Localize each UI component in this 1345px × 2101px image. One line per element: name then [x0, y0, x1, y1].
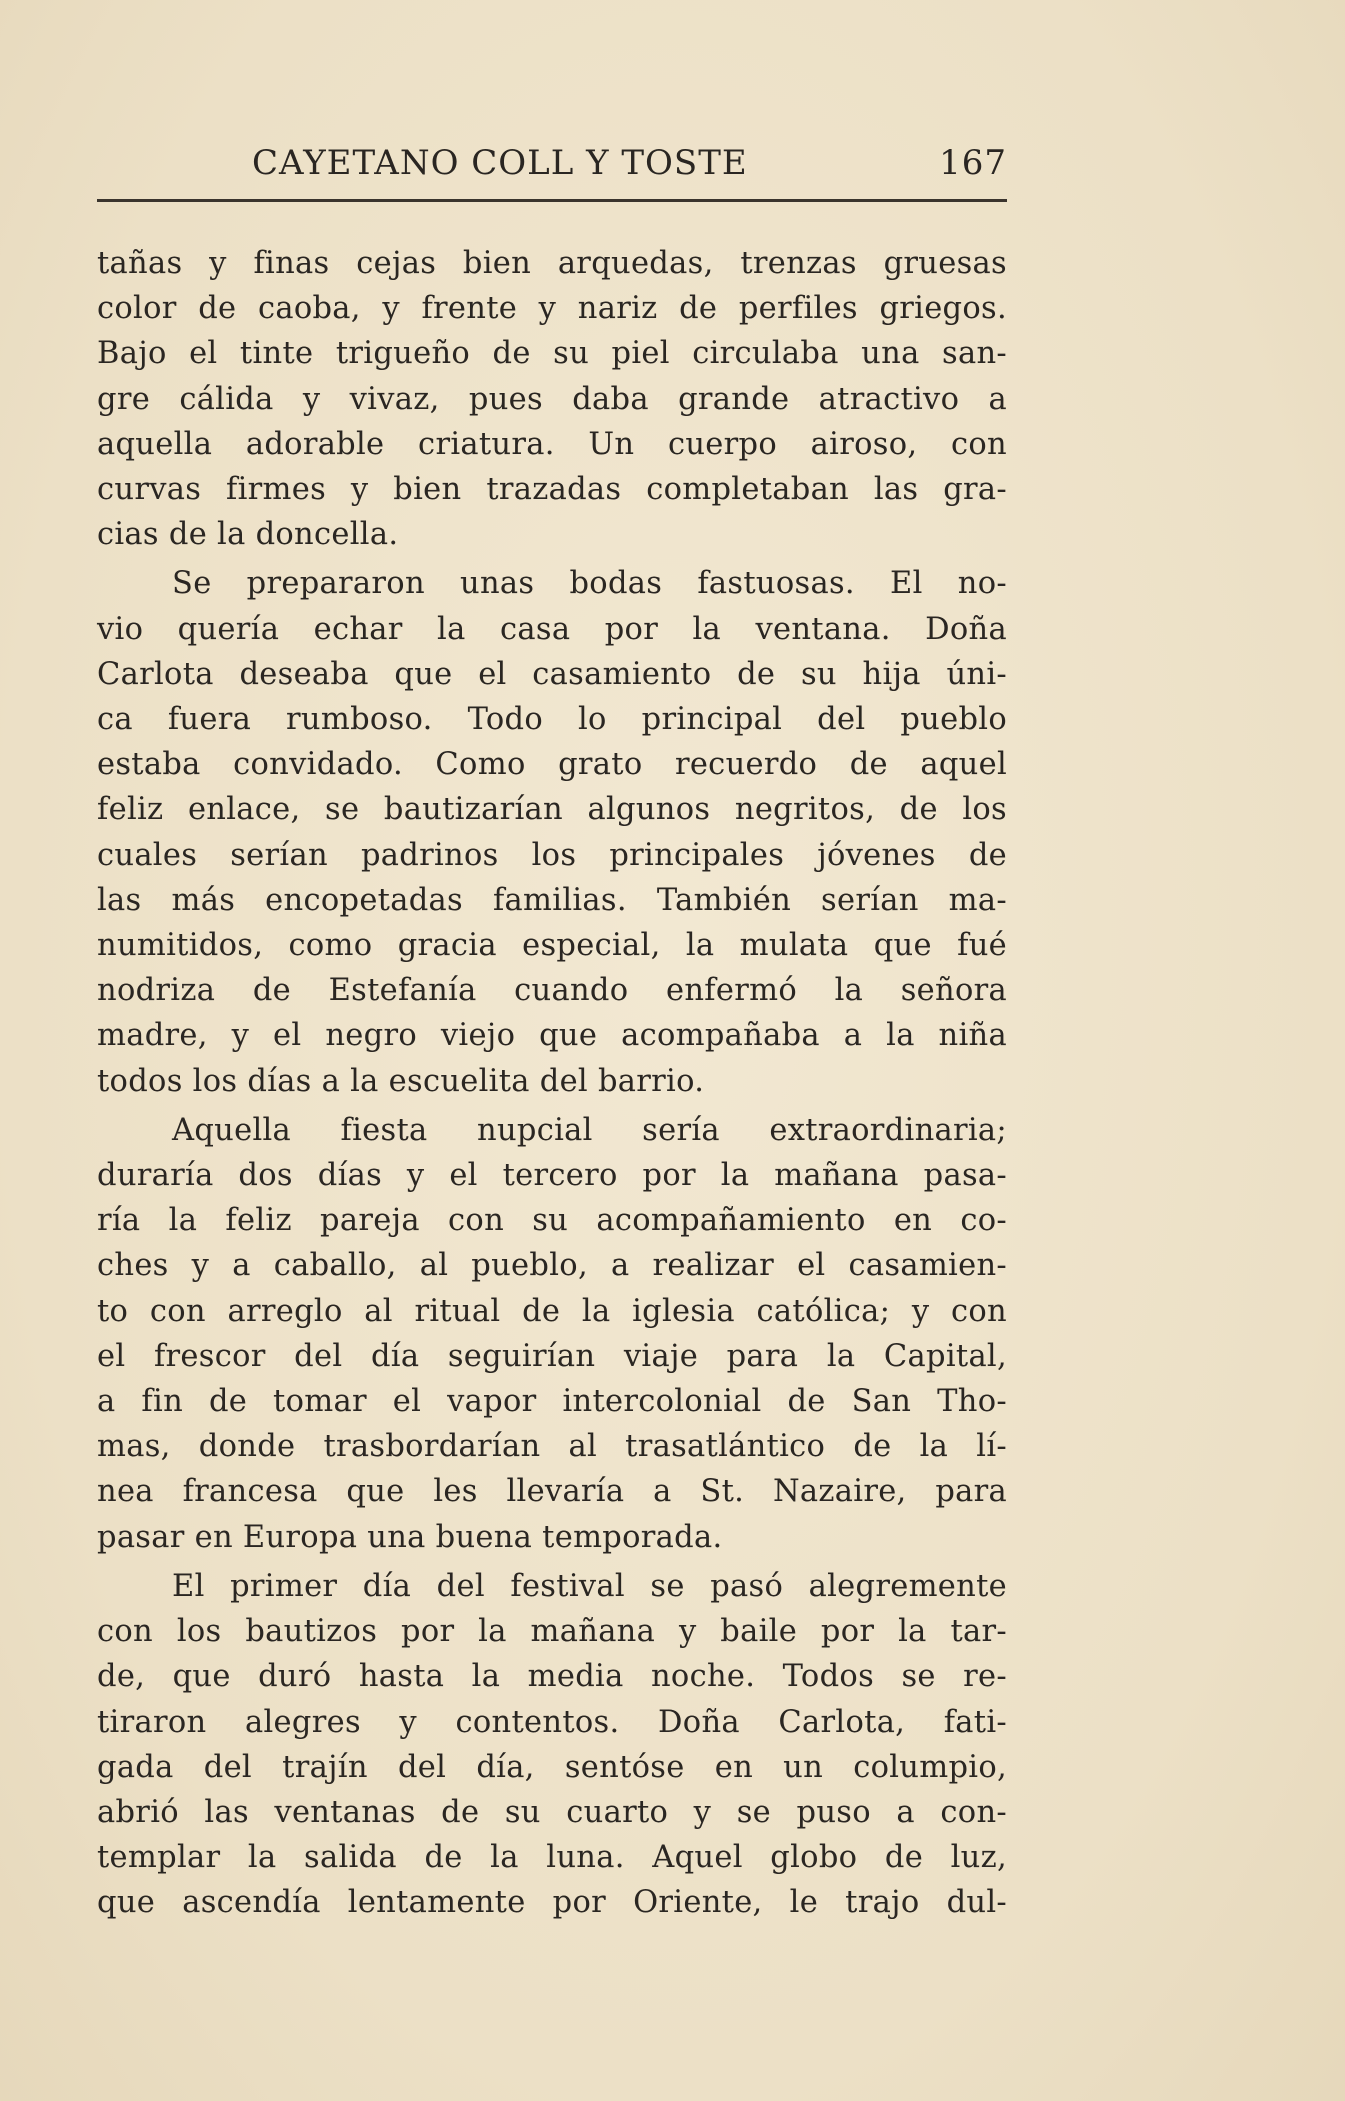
text-line: aquella adorable criatura. Un cuerpo airoso, con: [97, 426, 1007, 462]
text-line: ches y a caballo, al pueblo, a realizar el casamien-: [97, 1248, 1007, 1284]
text-line: Aquella fiesta nupcial sería extraordinaria;: [172, 1112, 1007, 1148]
body-text: [97, 241, 1007, 1926]
text-line: feliz enlace, se bautizarían algunos negritos, de los: [97, 792, 1007, 828]
text-line: cias de la doncella.: [97, 517, 399, 553]
text-line: nea francesa que les llevaría a St. Nazaire, para: [97, 1474, 1007, 1510]
text-line: Se prepararon unas bodas fastuosas. El no-: [172, 566, 1007, 602]
text-line: ca fuera rumboso. Todo lo principal del pueblo: [97, 702, 1007, 738]
text-line: las más encopetadas familias. También serían ma-: [97, 882, 1007, 918]
text-line: todos los días a la escuelita del barrio.: [97, 1063, 705, 1099]
text-line: a fin de tomar el vapor intercolonial de San Tho-: [97, 1384, 1007, 1420]
text-line: duraría dos días y el tercero por la mañana pasa-: [97, 1158, 1007, 1194]
paragraph: [97, 1564, 1007, 1926]
text-line: gre cálida y vivaz, pues daba grande atractivo a: [97, 381, 1007, 417]
text-line: curvas firmes y bien trazadas completaban las gra-: [97, 472, 1007, 508]
text-line: madre, y el negro viejo que acompañaba a la niña: [97, 1018, 1007, 1054]
text-line: estaba convidado. Como grato recuerdo de aquel: [97, 747, 1007, 783]
text-line: mas, donde trasbordarían al trasatlántico de la lí-: [97, 1429, 1007, 1465]
paragraph: [97, 561, 1007, 1103]
text-line: gada del trajín del día, sentóse en un columpio,: [97, 1749, 1007, 1785]
text-line: tiraron alegres y contentos. Doña Carlota, fati-: [97, 1704, 1007, 1740]
text-line: nodriza de Estefanía cuando enfermó la señora: [97, 973, 1007, 1009]
text-line: templar la salida de la luna. Aquel globo de luz,: [97, 1840, 1007, 1876]
text-line: cuales serían padrinos los principales jóvenes de: [97, 837, 1007, 873]
text-line: vio quería echar la casa por la ventana. Doña: [97, 611, 1007, 647]
text-line: El primer día del festival se pasó alegremente: [172, 1568, 1007, 1604]
book-page: [97, 0, 1007, 2101]
paragraph: [97, 1108, 1007, 1560]
text-line: Carlota deseaba que el casamiento de su hija úni-: [97, 656, 1007, 692]
text-line: numitidos, como gracia especial, la mulata que fué: [97, 928, 1007, 964]
paragraph: [97, 241, 1007, 557]
text-line: el frescor del día seguirían viaje para la Capital,: [97, 1338, 1007, 1374]
text-line: color de caoba, y frente y nariz de perfiles griegos.: [97, 291, 1007, 327]
page-number: 167: [939, 143, 1007, 183]
text-line: to con arreglo al ritual de la iglesia católica; y con: [97, 1293, 1007, 1329]
text-line: ría la feliz pareja con su acompañamiento en co-: [97, 1203, 1007, 1239]
running-title: CAYETANO COLL Y TOSTE: [252, 143, 748, 183]
text-line: abrió las ventanas de su cuarto y se puso a con-: [97, 1794, 1007, 1830]
text-line: Bajo el tinte trigueño de su piel circulaba una san-: [97, 336, 1007, 372]
text-line: de, que duró hasta la media noche. Todos se re-: [97, 1659, 1007, 1695]
text-line: tañas y finas cejas bien arquedas, trenzas gruesas: [97, 246, 1007, 281]
text-line: con los bautizos por la mañana y baile por la tar-: [97, 1614, 1007, 1650]
running-head: [97, 143, 1007, 193]
text-line: pasar en Europa una buena temporada.: [97, 1519, 723, 1555]
text-line: que ascendía lentamente por Oriente, le trajo dul-: [97, 1885, 1007, 1921]
header-rule: [97, 199, 1007, 202]
